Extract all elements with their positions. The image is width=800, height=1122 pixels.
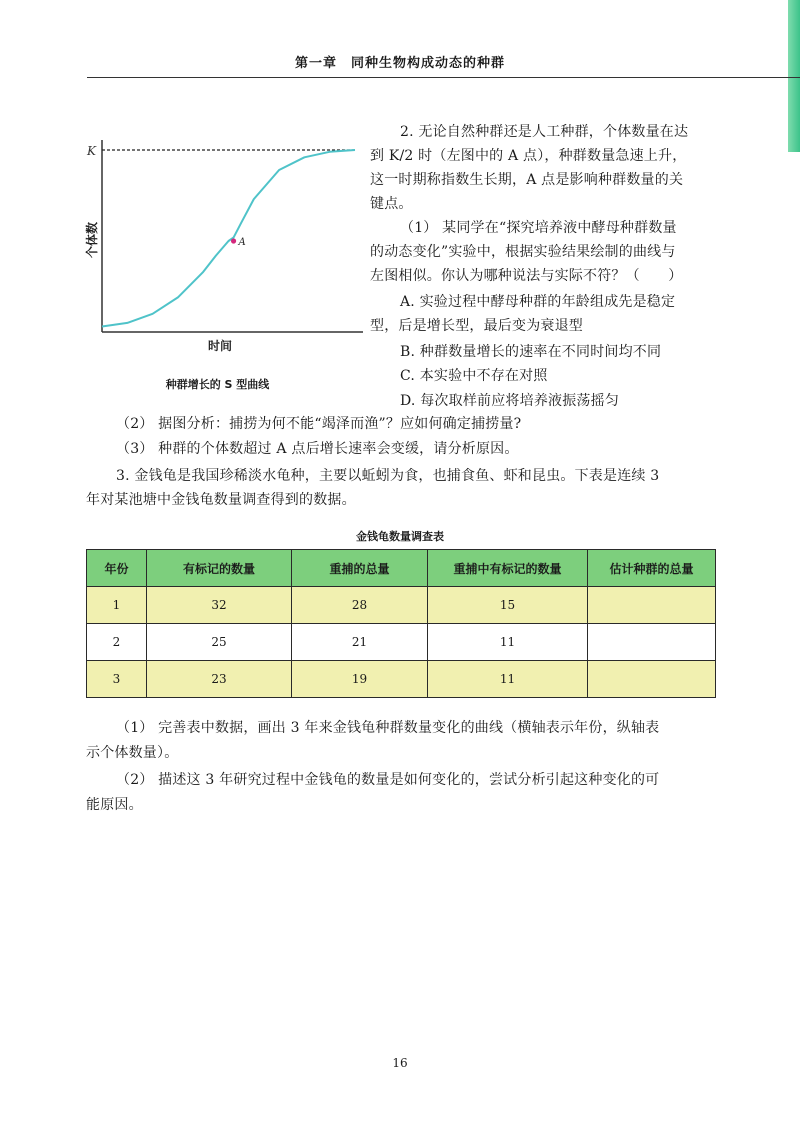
table-row: [87, 624, 716, 661]
point-a-marker: [231, 238, 236, 243]
q2-sub1-line1: （1） 某同学在“探究培养液中酵母种群数量: [400, 220, 677, 236]
q2-sub2: （2） 据图分析：捕捞为何不能“竭泽而渔”？应如何确定捕捞量?: [116, 416, 522, 432]
page-number: 16: [392, 1056, 408, 1070]
q3-sub2-line2: 能原因。: [86, 797, 143, 813]
table-cell-blank: [588, 624, 716, 661]
y-axis-label: 个体数: [85, 221, 99, 259]
q2-intro-line4: 键点。: [370, 196, 413, 212]
table-cell-blank: [588, 587, 716, 624]
q3-sub2-line1: （2） 描述这 3 年研究过程中金钱龟的数量是如何变化的，尝试分析引起这种变化的可: [116, 772, 660, 788]
turtle-survey-table: [86, 549, 716, 698]
table-title: 金钱龟数量调查表: [356, 530, 444, 543]
table-cell: 19: [292, 661, 428, 698]
table-cell: 15: [428, 587, 588, 624]
table-cell: 11: [428, 661, 588, 698]
chapter-header: 第一章 同种生物构成动态的种群: [294, 56, 505, 71]
table-cell: 23: [147, 661, 292, 698]
table-row: [87, 587, 716, 624]
q2-option-a-line1: A. 实验过程中酵母种群的年龄组成先是稳定: [400, 294, 676, 310]
q2-option-a-line2: 型，后是增长型，最后变为衰退型: [370, 318, 583, 334]
table-cell: 2: [87, 624, 147, 661]
point-a-label: A: [238, 237, 246, 248]
q2-option-d: D. 每次取样前应将培养液振荡摇匀: [400, 393, 620, 409]
q2-intro-line1: 2. 无论自然种群还是人工种群，个体数量在达: [400, 124, 689, 140]
table-header-cell: 估计种群的总量: [588, 550, 716, 587]
q3-sub1-line1: （1） 完善表中数据，画出 3 年来金钱龟种群数量变化的曲线（横轴表示年份，纵轴表: [116, 720, 660, 736]
table-cell: 21: [292, 624, 428, 661]
q2-sub3: （3） 种群的个体数超过 A 点后增长速率会变缓，请分析原因。: [116, 441, 519, 457]
figure-caption: 种群增长的 S 型曲线: [165, 378, 270, 391]
table-header-cell: 重捕的总量: [292, 550, 428, 587]
chapter-edge-tab: [788, 0, 800, 152]
q2-option-b: B. 种群数量增长的速率在不同时间均不同: [400, 344, 662, 360]
table-cell: 3: [87, 661, 147, 698]
q2-sub1-line2: 的动态变化”实验中，根据实验结果绘制的曲线与: [370, 244, 676, 260]
x-axis-label: 时间: [207, 339, 233, 353]
table-cell: 1: [87, 587, 147, 624]
table-header-cell: 有标记的数量: [147, 550, 292, 587]
table-header-row: [87, 550, 716, 587]
table-cell: 28: [292, 587, 428, 624]
table-cell-blank: [588, 661, 716, 698]
s-curve-chart: [85, 126, 365, 376]
k-label: K: [87, 144, 96, 158]
q2-sub1-line3: 左图相似。你认为哪种说法与实际不符？（ ）: [370, 268, 683, 284]
s-curve-line: [102, 150, 355, 327]
table-cell: 25: [147, 624, 292, 661]
table-cell: 11: [428, 624, 588, 661]
q2-option-c: C. 本实验中不存在对照: [400, 368, 548, 384]
q3-sub1-line2: 示个体数量）。: [86, 745, 179, 761]
header-rule: [87, 77, 800, 78]
q3-intro-line2: 年对某池塘中金钱龟数量调查得到的数据。: [86, 492, 356, 508]
q2-intro-line2: 到 K/2 时（左图中的 A 点），种群数量急速上升，: [370, 148, 687, 164]
table-row: [87, 661, 716, 698]
q3-intro-line1: 3. 金钱龟是我国珍稀淡水龟种，主要以蚯蚓为食，也捕食鱼、虾和昆虫。下表是连续 3: [116, 468, 660, 484]
q2-intro-line3: 这一时期称指数生长期，A 点是影响种群数量的关: [370, 172, 684, 188]
table-cell: 32: [147, 587, 292, 624]
s-curve-figure: [85, 126, 365, 376]
table-header-cell: 年份: [87, 550, 147, 587]
table-header-cell: 重捕中有标记的数量: [428, 550, 588, 587]
